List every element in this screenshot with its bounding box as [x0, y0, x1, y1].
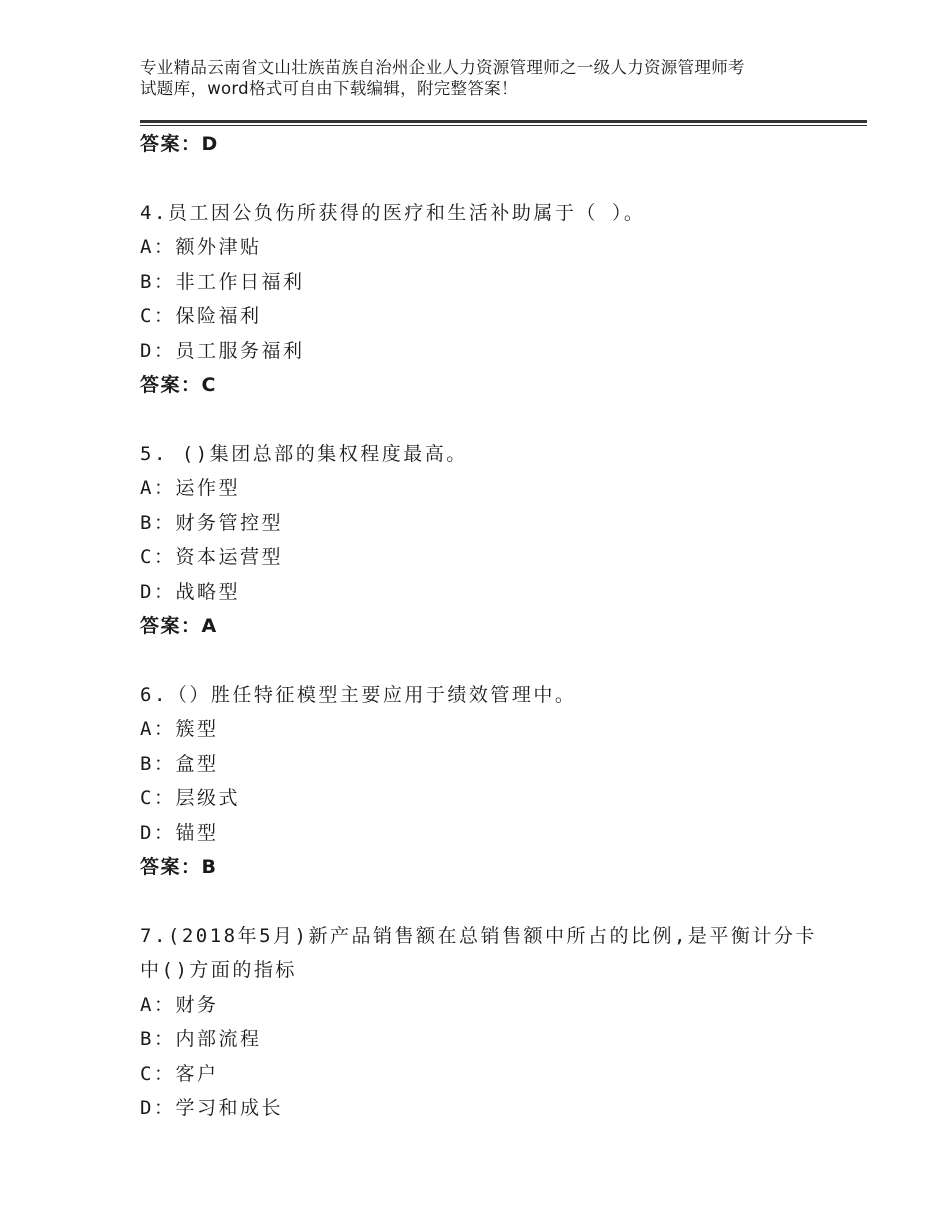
option-d: D：战略型	[140, 580, 240, 603]
spacer	[140, 885, 840, 919]
option-c: C：资本运营型	[140, 546, 283, 568]
answer: 答案：C	[140, 374, 217, 396]
spacer	[140, 162, 840, 196]
question-5	[140, 437, 840, 644]
option-a: A：运作型	[140, 477, 240, 499]
option-d: D：学习和成长	[140, 1097, 283, 1119]
question-6	[140, 678, 840, 885]
option-c: C：客户	[140, 1062, 219, 1085]
page-header	[140, 57, 830, 99]
option-a: A：财务	[140, 993, 219, 1016]
answer: 答案：A	[140, 615, 218, 637]
question-stem-line-2: 中()方面的指标	[140, 959, 297, 981]
question-7	[140, 919, 840, 1126]
option-d: D：锚型	[140, 821, 219, 844]
answer: 答案：B	[140, 856, 218, 878]
question-stem: 5. ()集团总部的集权程度最高。	[140, 442, 468, 465]
question-4	[140, 196, 840, 403]
document-body	[140, 127, 840, 1126]
option-a: A：额外津贴	[140, 236, 262, 258]
question-stem: 4.员工因公负伤所获得的医疗和生活补助属于（ ）。	[140, 201, 646, 224]
option-d: D：员工服务福利	[140, 339, 305, 362]
answer-q3: 答案：D	[140, 133, 219, 155]
header-line-2: 试题库，word格式可自由下载编辑，附完整答案！	[140, 79, 518, 98]
option-c: C：保险福利	[140, 305, 262, 327]
option-b: B：财务管控型	[140, 511, 283, 534]
option-a: A：簇型	[140, 718, 219, 740]
header-rule-thick	[140, 120, 867, 123]
header-rule-thin	[140, 125, 867, 126]
option-b: B：内部流程	[140, 1028, 262, 1050]
question-stem: 6.（）胜任特征模型主要应用于绩效管理中。	[140, 683, 577, 706]
header-line-1: 专业精品云南省文山壮族苗族自治州企业人力资源管理师之一级人力资源管理师考	[140, 58, 745, 77]
question-stem-line-1: 7.(2018年5月)新产品销售额在总销售额中所占的比例,是平衡计分卡	[140, 924, 817, 947]
option-b: B：盒型	[140, 752, 219, 775]
spacer	[140, 403, 840, 437]
option-c: C：层级式	[140, 787, 240, 809]
spacer	[140, 644, 840, 678]
option-b: B：非工作日福利	[140, 270, 305, 293]
